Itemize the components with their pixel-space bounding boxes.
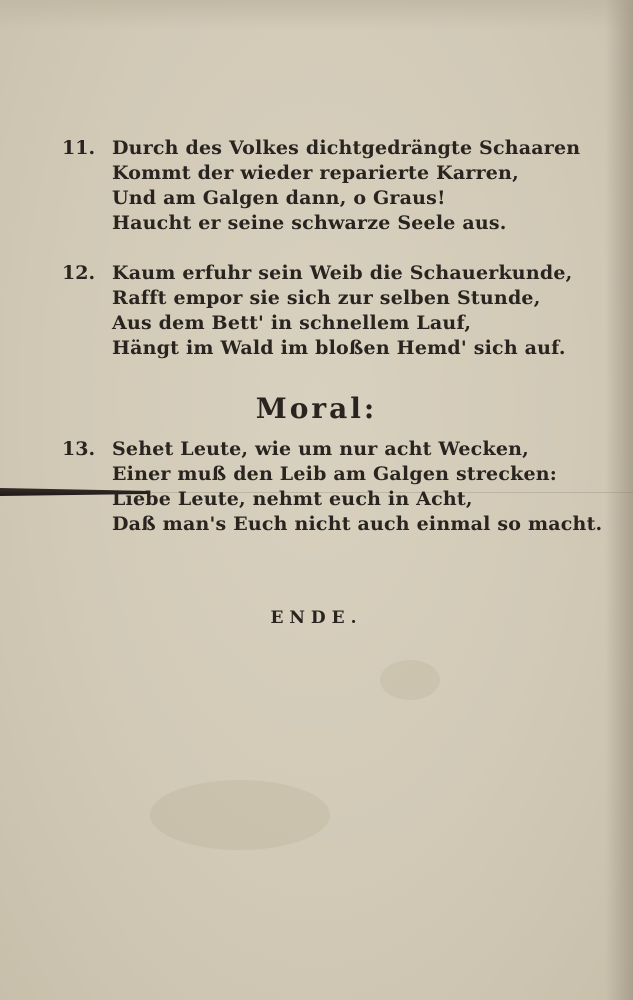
- ende-mark: ENDE.: [270, 608, 363, 628]
- verse-line: Sehet Leute, wie um nur acht Wecken,: [112, 438, 529, 460]
- verse-line: Kommt der wieder reparierte Karren,: [112, 162, 519, 184]
- verse-line: Haucht er seine schwarze Seele aus.: [112, 212, 507, 234]
- verse-line: Aus dem Bett' in schnellem Lauf,: [112, 312, 472, 334]
- verse-line: Einer muß den Leib am Galgen strecken:: [112, 463, 557, 485]
- verse-line: Kaum erfuhr sein Weib die Schauerkunde,: [112, 262, 573, 284]
- stanza-13: [62, 437, 603, 537]
- paper-edge-right: [605, 0, 633, 1000]
- paper-edge-top: [0, 0, 633, 30]
- paper-stain: [150, 780, 330, 850]
- stanza-12: [62, 261, 572, 361]
- verse-line: Und am Galgen dann, o Graus!: [112, 187, 446, 209]
- verse-line: Daß man's Euch nicht auch einmal so macht.: [112, 513, 603, 535]
- verse-line: Hängt im Wald im bloßen Hemd' sich auf.: [112, 337, 566, 359]
- stanza-11: [62, 136, 581, 236]
- stanza-number: 12.: [62, 262, 96, 284]
- verse-line: Rafft empor sie sich zur selben Stunde,: [112, 287, 541, 309]
- verse-line: Liebe Leute, nehmt euch in Acht,: [112, 488, 473, 510]
- verse-line: Durch des Volkes dichtgedrängte Schaaren: [112, 137, 581, 159]
- moral-heading: Moral:: [255, 392, 378, 425]
- stanza-number: 11.: [62, 137, 96, 159]
- paper-stain: [380, 660, 440, 700]
- stanza-number: 13.: [62, 438, 96, 460]
